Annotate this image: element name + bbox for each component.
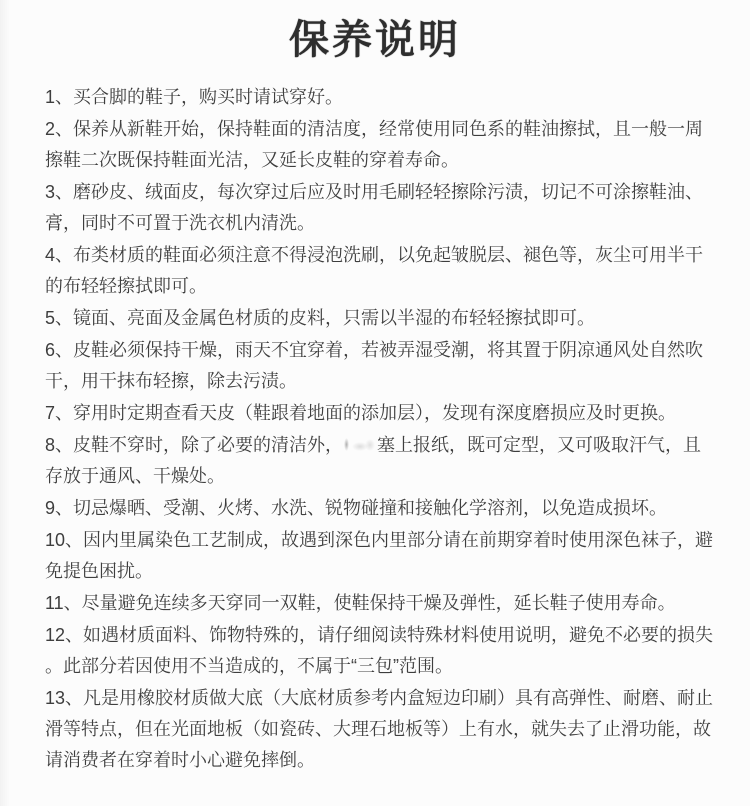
text-line: 3、磨砂皮、绒面皮，每次穿过后应及时用毛刷轻轻擦除污渍，切记不可涂擦鞋油、 [45, 182, 704, 202]
instruction-item-2 [45, 114, 712, 176]
text-line: 1、买合脚的鞋子，购买时请试穿好。 [45, 87, 344, 107]
text-line: 2、保养从新鞋开始，保持鞋面的清洁度，经常使用同色系的鞋油擦拭，且一般一周 [45, 119, 704, 139]
text-line: 存放于通风、干燥处。 [45, 466, 225, 486]
text-line: 11、尽量避免连续多天穿同一双鞋，使鞋保持干燥及弹性，延长鞋子使用寿命。 [45, 593, 676, 613]
text-line: 10、因内里属染色工艺制成，故遇到深色内里部分请在前期穿着时使用深色袜子，避 [45, 530, 714, 550]
text-line: 9、切忌爆晒、受潮、火烤、水洗、锐物碰撞和接触化学溶剂，以免造成损坏。 [45, 498, 668, 518]
text-line: 擦鞋二次既保持鞋面光洁，又延长皮鞋的穿着寿命。 [45, 150, 459, 170]
instruction-item-6 [45, 335, 712, 397]
instruction-item-4 [45, 240, 712, 302]
text-line: 13、凡是用橡胶材质做大底（大底材质参考内盒短边印刷）具有高弹性、耐磨、耐止 [45, 688, 714, 708]
instruction-item-13 [45, 683, 712, 776]
text-line: 请消费者在穿着时小心避免摔倒。 [45, 750, 315, 770]
instruction-item-10 [45, 525, 712, 587]
text-line: 6、皮鞋必须保持干燥，雨天不宜穿着，若被弄湿受潮，将其置于阴凉通风处自然吹 [45, 340, 704, 360]
text-line: 。此部分若因使用不当造成的，不属于“三包”范围。 [45, 656, 453, 676]
instruction-item-7 [45, 398, 712, 429]
text-line: 4、布类材质的鞋面必须注意不得浸泡洗刷，以免起皱脱层、褪色等，灰尘可用半干 [45, 245, 704, 265]
instruction-item-3 [45, 177, 712, 239]
text-segment: 塞上报纸，既可定型，又可吸取汗气，且 [377, 435, 702, 455]
text-line: 免提色困扰。 [45, 561, 153, 581]
text-line: 滑等特点，但在光面地板（如瓷砖、大理石地板等）上有水，就失去了止滑功能，故 [45, 719, 711, 739]
instruction-item-5 [45, 303, 712, 334]
text-line: 的布轻轻擦拭即可。 [45, 276, 207, 296]
text-line: 干，用干抹布轻擦，除去污渍。 [45, 371, 297, 391]
text-line: 12、如遇材质面料、饰物特殊的，请仔细阅读特殊材料使用说明，避免不必要的损失 [45, 625, 714, 645]
text-segment: 8、皮鞋不穿时，除了必要的清洁外， [45, 435, 344, 455]
instruction-item-1 [45, 82, 712, 113]
instructions-list [0, 82, 750, 776]
text-line [45, 430, 712, 461]
instruction-item-12 [45, 620, 712, 682]
erased-text-smudge [343, 437, 377, 453]
instruction-item-8 [45, 430, 712, 492]
instruction-item-9 [45, 493, 712, 524]
text-line: 膏，同时不可置于洗衣机内清洗。 [45, 213, 315, 233]
text-line: 5、镜面、亮面及金属色材质的皮料，只需以半湿的布轻轻擦拭即可。 [45, 308, 596, 328]
instruction-item-11 [45, 588, 712, 619]
page-title: 保养说明 [289, 18, 461, 62]
text-line: 7、穿用时定期查看天皮（鞋跟着地面的添加层），发现有深度磨损应及时更换。 [45, 403, 677, 423]
